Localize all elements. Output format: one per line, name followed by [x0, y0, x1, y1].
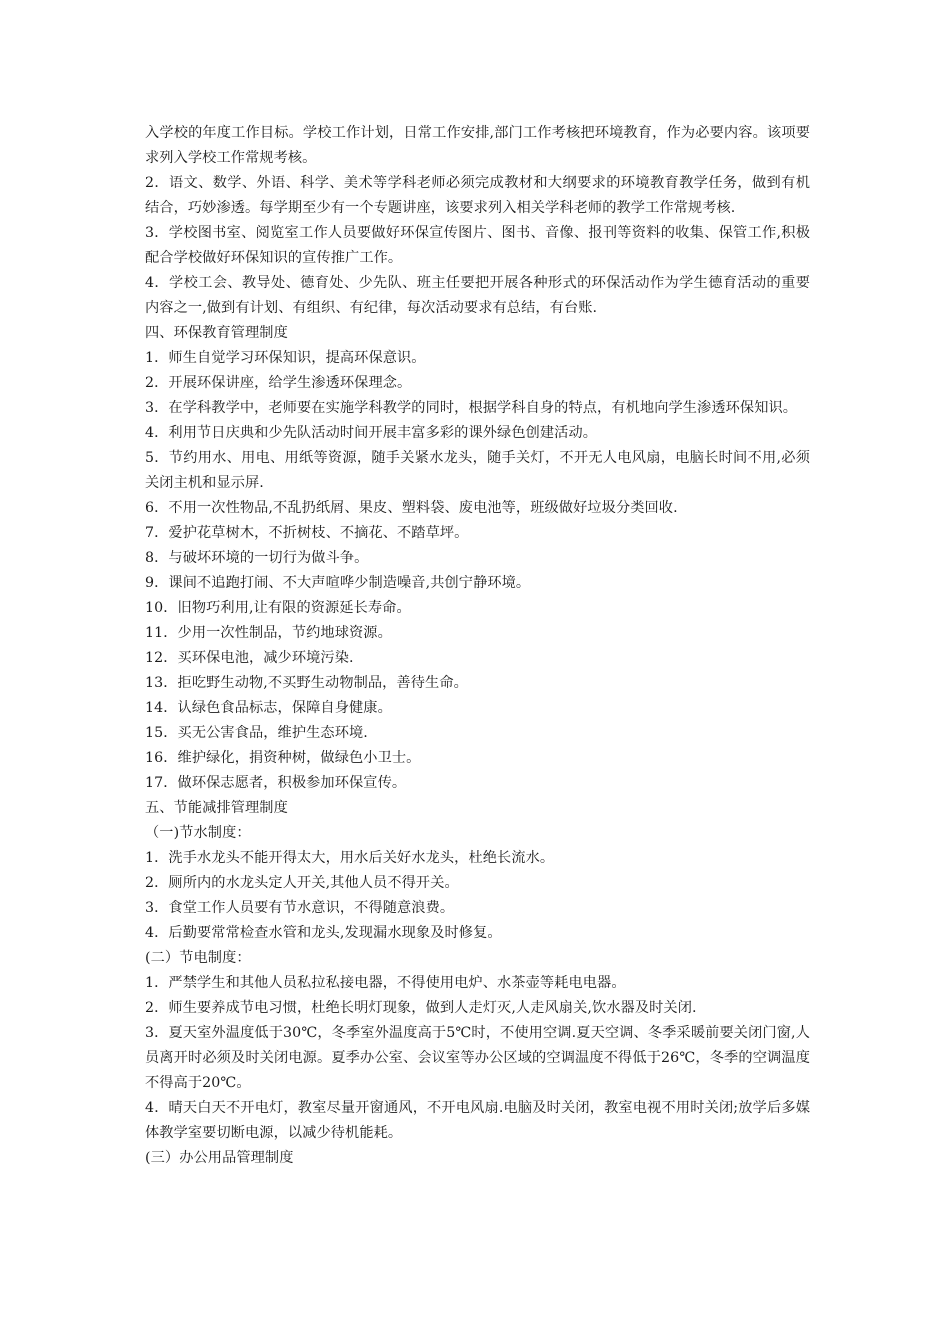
paragraph: 4．学校工会、教导处、德育处、少先队、班主任要把开展各种形式的环保活动作为学生德育活动的重要内容之一,做到有计划、有组织、有纪律，每次活动要求有总结，有台账.	[145, 275, 810, 316]
paragraph: 16．维护绿化，捐资种树，做绿色小卫士。	[145, 750, 421, 766]
subsection-heading: (三）办公用品管理制度	[145, 1150, 294, 1166]
paragraph: 1．洗手水龙头不能开得太大，用水后关好水龙头，杜绝长流水。	[145, 850, 555, 866]
paragraph: 13．拒吃野生动物,不买野生动物制品，善待生命。	[145, 675, 468, 691]
paragraph: 3．学校图书室、阅览室工作人员要做好环保宣传图片、图书、音像、报刊等资料的收集、保管工作,积极配合学校做好环保知识的宣传推广工作。	[145, 225, 810, 266]
paragraph: 3．在学科教学中，老师要在实施学科教学的同时，根据学科自身的特点，有机地向学生渗透环保知识。	[145, 400, 798, 416]
paragraph: 1．严禁学生和其他人员私拉私接电器，不得使用电炉、水茶壶等耗电电器。	[145, 975, 626, 991]
paragraph: 15．买无公害食品，维护生态环境.	[145, 725, 368, 741]
section-heading: 四、环保教育管理制度	[145, 325, 288, 341]
paragraph: 14．认绿色食品标志，保障自身健康。	[145, 700, 392, 716]
subsection-heading: (二）节电制度：	[145, 950, 251, 966]
paragraph: 10．旧物巧利用,让有限的资源延长寿命。	[145, 600, 411, 616]
paragraph: 3．夏天室外温度低于30℃，冬季室外温度高于5℃时，不使用空调.夏天空调、冬季采暖前要关闭门窗,人员离开时必须及时关闭电源。夏季办公室、会议室等办公区域的空调温度不得低于26℃，冬季的空调温度不得高于20℃。	[145, 1025, 810, 1091]
paragraph: 4．利用节日庆典和少先队活动时间开展丰富多彩的课外绿色创建活动。	[145, 425, 598, 441]
paragraph: 入学校的年度工作目标。学校工作计划，日常工作安排,部门工作考核把环境教育，作为必要内容。该项要求列入学校工作常规考核。	[145, 125, 810, 166]
paragraph: 2．厕所内的水龙头定人开关,其他人员不得开关。	[145, 875, 459, 891]
paragraph: 11．少用一次性制品，节约地球资源。	[145, 625, 392, 641]
document-body	[145, 121, 810, 1171]
paragraph: 9．课间不追跑打闹、不大声喧哗少制造噪音,共创宁静环境。	[145, 575, 531, 591]
subsection-heading: （一)节水制度：	[145, 825, 251, 841]
paragraph: 2．师生要养成节电习惯，杜绝长明灯现象，做到人走灯灭,人走风扇关,饮水器及时关闭.	[145, 1000, 697, 1016]
paragraph: 5．节约用水、用电、用纸等资源，随手关紧水龙头，随手关灯，不开无人电风扇，电脑长时间不用,必须关闭主机和显示屏.	[145, 450, 810, 491]
paragraph: 12．买环保电池，减少环境污染.	[145, 650, 354, 666]
paragraph: 2．语文、数学、外语、科学、美术等学科老师必须完成教材和大纲要求的环境教育教学任务，做到有机结合，巧妙渗透。每学期至少有一个专题讲座，该要求列入相关学科老师的教学工作常规考核.	[145, 175, 810, 216]
paragraph: 17．做环保志愿者，积极参加环保宣传。	[145, 775, 407, 791]
paragraph: 4．晴天白天不开电灯，教室尽量开窗通风，不开电风扇.电脑及时关闭，教室电视不用时关闭;放学后多媒体教学室要切断电源，以减少待机能耗。	[145, 1100, 810, 1141]
paragraph: 7．爱护花草树木，不折树枝、不摘花、不踏草坪。	[145, 525, 469, 541]
paragraph: 3．食堂工作人员要有节水意识，不得随意浪费。	[145, 900, 455, 916]
paragraph: 2．开展环保讲座，给学生渗透环保理念。	[145, 375, 412, 391]
section-heading: 五、节能减排管理制度	[145, 800, 288, 816]
paragraph: 4．后勤要常常检查水管和龙头,发现漏水现象及时修复。	[145, 925, 502, 941]
paragraph: 8．与破坏环境的一切行为做斗争。	[145, 550, 369, 566]
paragraph: 1．师生自觉学习环保知识，提高环保意识。	[145, 350, 426, 366]
paragraph: 6．不用一次性物品,不乱扔纸屑、果皮、塑料袋、废电池等，班级做好垃圾分类回收.	[145, 500, 678, 516]
